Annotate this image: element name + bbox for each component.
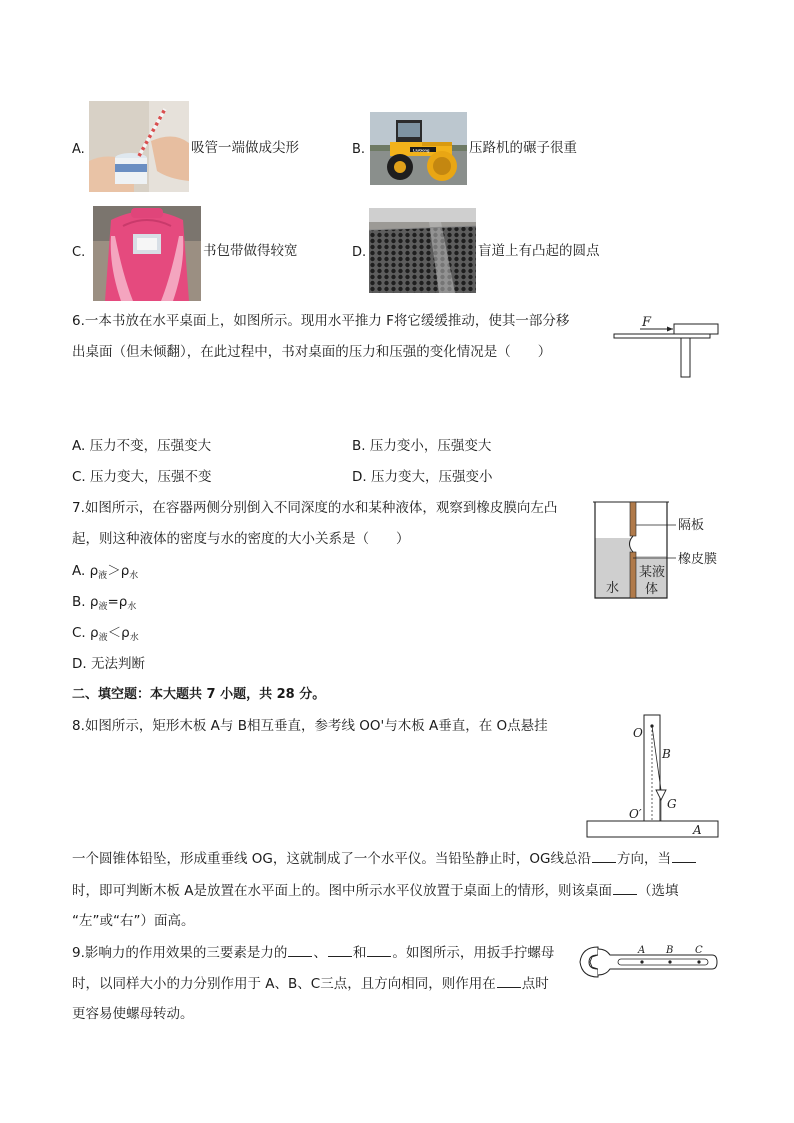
answer-blank[interactable]	[497, 973, 521, 988]
q6-option-d	[352, 467, 492, 487]
board-b-label: B	[662, 747, 671, 761]
q6-option-b	[352, 436, 491, 456]
q9-stem-line2	[72, 973, 549, 994]
answer-blank[interactable]	[367, 942, 391, 957]
option-letter: C.	[72, 245, 86, 260]
point-a-label: A	[638, 945, 646, 956]
q6-book-table-figure	[612, 312, 722, 382]
q8-text-part: 方向，当	[616, 851, 671, 867]
q9-stem-line3: 更容易使螺母转动。	[72, 1006, 194, 1022]
q8-text-part: 一个圆锥体铅坠，形成重垂线 OG，这就制成了一个水平仪。当铅坠静止时，OG线总沿	[72, 851, 591, 867]
liquid-subscript: 液	[98, 571, 108, 581]
q7-container-figure	[592, 498, 762, 602]
q7-stem-line1: 7.如图所示，在容器两侧分别倒入不同深度的水和某种液体，观察到橡皮膜向左凸	[72, 500, 558, 516]
pink-backpack-photo	[93, 206, 201, 301]
q6-option-c	[72, 467, 212, 487]
q9-text-part: 和	[352, 945, 367, 961]
q7-option-a	[72, 561, 138, 586]
board-a-label: A	[693, 823, 702, 837]
water-subscript: 水	[127, 602, 137, 612]
rho-symbol: ρ	[121, 625, 130, 641]
q7-option-c	[72, 623, 139, 648]
q9-text-part: 9.影响力的作用效果的三要素是力的	[72, 945, 288, 961]
q9-text-part: 时，以同样大小的力分别作用于 A、B、C三点，且方向相同，则作用在	[72, 976, 496, 992]
liquid-label-line1: 某液	[639, 565, 666, 580]
water-label: 水	[606, 581, 620, 596]
point-c-label: C	[695, 945, 703, 956]
option-letter: A.	[72, 438, 86, 454]
answer-blank[interactable]	[613, 880, 637, 895]
q7-option-b	[72, 592, 136, 617]
option-letter: D.	[352, 245, 367, 260]
point-b-label: B	[666, 945, 674, 956]
relation-symbol: ＜	[107, 625, 122, 641]
option-text: 盲道上有凸起的圆点	[478, 243, 600, 259]
q9-text-part: 、	[313, 945, 327, 961]
point-o-label: O	[633, 726, 643, 740]
q9-text-part: 点时	[521, 976, 549, 992]
q8-stem-line3	[72, 880, 679, 901]
rho-symbol: ρ	[118, 594, 128, 610]
q9-text-part: 。如图所示，用扳手拧螺母	[392, 945, 555, 961]
option-letter: A.	[72, 563, 86, 579]
q8-level-figure	[585, 712, 725, 840]
q7-stem-line2: 起，则这种液体的密度与水的密度的大小关系是（ ）	[72, 531, 410, 547]
option-text: 压力变大，压强不变	[90, 469, 212, 485]
option-text: 压力不变，压强变大	[89, 438, 212, 454]
q8-stem-line1: 8.如图所示，矩形木板 A与 B相互垂直，参考线 OO'与木板 A垂直，在 O点悬挂	[72, 718, 548, 734]
q6-stem-line1: 6.一本书放在水平桌面上，如图所示。现用水平推力 F将它缓缓推动，使其一部分移	[72, 313, 570, 329]
rho-symbol: ρ	[89, 594, 99, 610]
q8-stem-line4: “左”或“右”）面高。	[72, 913, 195, 929]
straw-cup-photo	[89, 101, 189, 192]
answer-blank[interactable]	[288, 942, 312, 957]
rho-symbol: ρ	[89, 563, 99, 579]
q9-wrench-figure	[576, 941, 720, 983]
roller-brand-text: LiuGong	[413, 147, 430, 153]
q8-text-part: 时，即可判断木板 A是放置在水平面上的。图中所示水平仪放置于桌面上的情形，则该桌面	[72, 883, 613, 899]
q7-option-d: D. 无法判断	[72, 656, 145, 672]
water-subscript: 水	[129, 571, 139, 581]
force-f-label: F	[642, 315, 652, 330]
option-letter: A.	[72, 142, 85, 157]
membrane-label: 橡皮膜	[678, 552, 718, 567]
tactile-paving-photo	[369, 208, 476, 293]
liquid-subscript: 液	[98, 633, 108, 643]
section-heading-fill-in: 二、填空题：本大题共 7 小题，共 28 分。	[72, 687, 326, 702]
relation-symbol: ＞	[107, 563, 121, 579]
q9-stem-line1	[72, 942, 554, 963]
option-text: 吸管一端做成尖形	[191, 140, 299, 156]
answer-blank[interactable]	[672, 848, 696, 863]
q8-text-part: （选填	[638, 883, 679, 899]
rho-symbol: ρ	[120, 563, 130, 579]
option-letter: B.	[352, 438, 366, 454]
point-g-label: G	[667, 797, 677, 811]
relation-symbol: =	[107, 594, 119, 610]
liquid-label-line2: 体	[645, 582, 659, 597]
option-text: 压力变大，压强变小	[370, 469, 493, 485]
option-text: 压路机的碾子很重	[469, 140, 577, 156]
option-letter: C.	[72, 625, 86, 641]
option-letter: B.	[352, 142, 366, 157]
option-text: 书包带做得较宽	[203, 243, 298, 259]
q8-stem-line2	[72, 848, 697, 869]
rho-symbol: ρ	[90, 625, 99, 641]
q6-option-a	[72, 436, 211, 456]
road-roller-photo	[370, 112, 467, 185]
partition-label: 隔板	[678, 518, 705, 533]
water-subscript: 水	[129, 633, 139, 643]
liquid-subscript: 液	[98, 602, 108, 612]
answer-blank[interactable]	[328, 942, 352, 957]
option-text: 压力变小，压强变大	[369, 438, 492, 454]
option-letter: B.	[72, 594, 86, 610]
option-letter: D.	[352, 469, 367, 485]
answer-blank[interactable]	[592, 848, 616, 863]
option-letter: C.	[72, 469, 86, 485]
q6-stem-line2: 出桌面（但未倾翻），在此过程中，书对桌面的压力和压强的变化情况是（ ）	[72, 344, 552, 360]
point-o-prime-label: O′	[629, 807, 642, 821]
